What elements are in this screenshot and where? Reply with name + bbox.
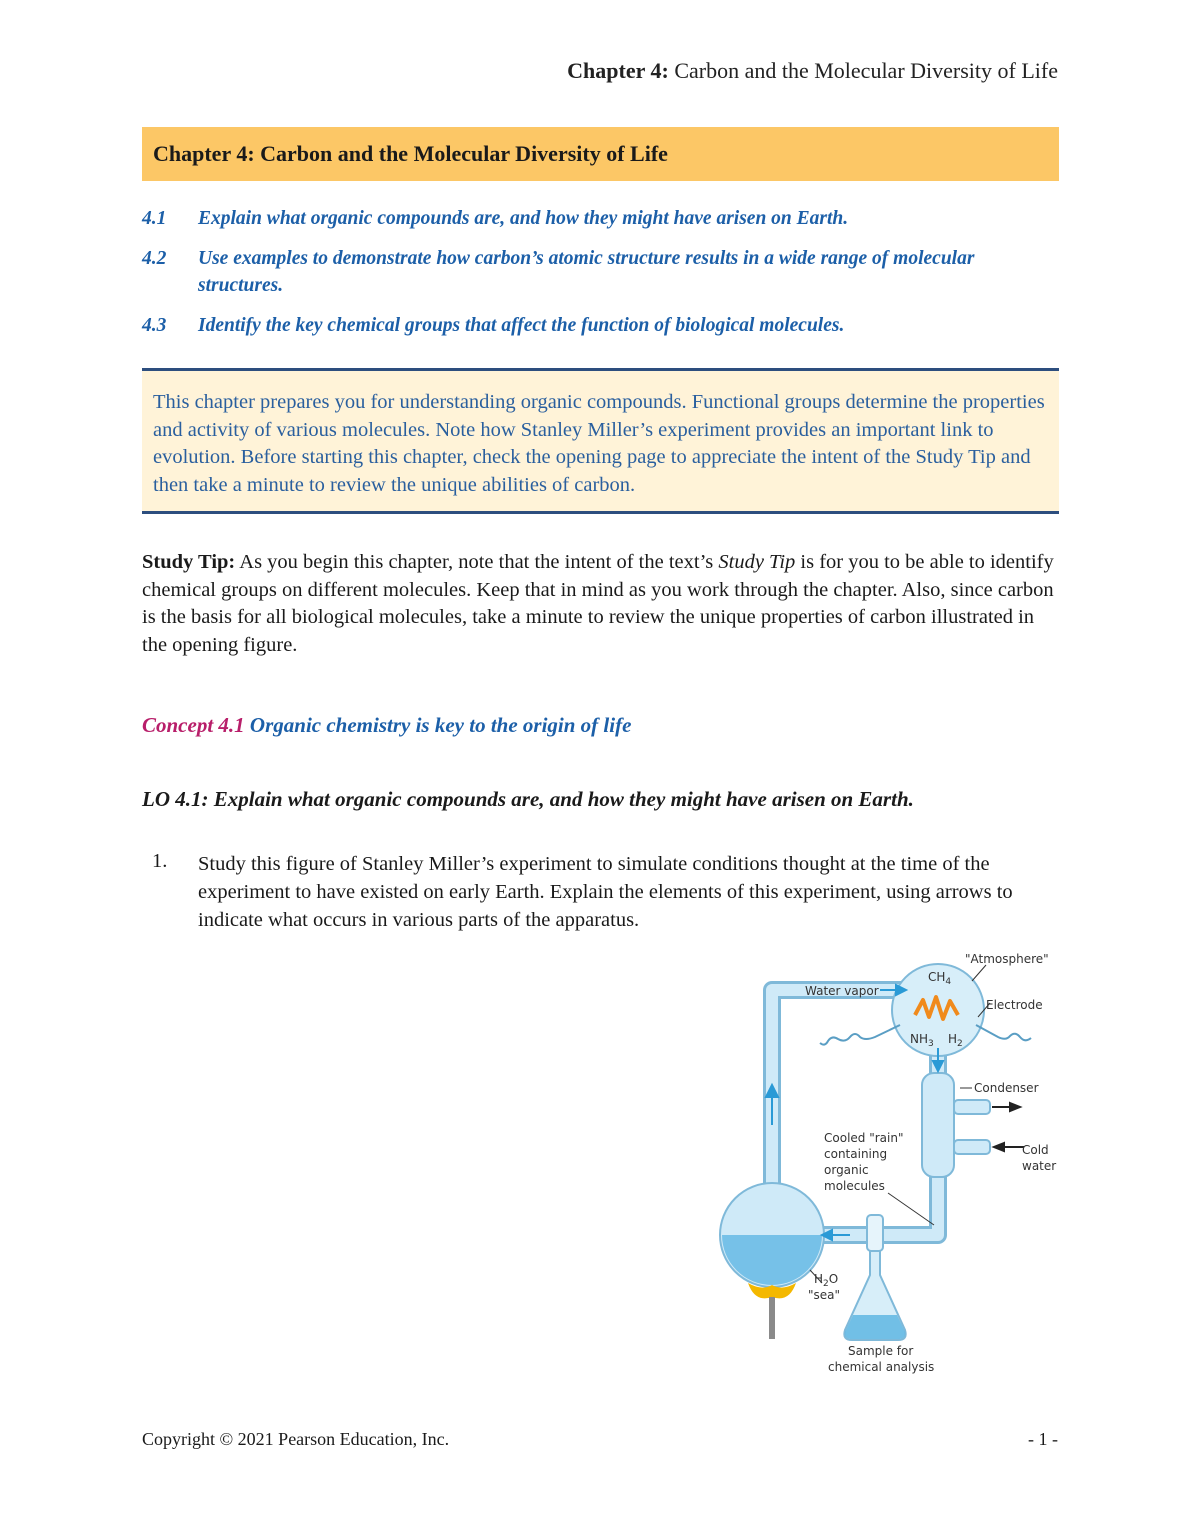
footer-page-number: - 1 -: [1028, 1429, 1058, 1449]
condenser: [922, 1073, 954, 1177]
label-rain-4: molecules: [824, 1179, 885, 1193]
label-cold-water-2: water: [1022, 1159, 1057, 1173]
label-h2o: $H_2O$: [814, 1272, 839, 1289]
concept-label: Concept 4.1: [142, 713, 245, 737]
objective-number: 4.1: [142, 208, 167, 229]
chapter-title: Chapter 4: Carbon and the Molecular Diversity of Life: [153, 141, 668, 166]
learning-objective: [142, 205, 1062, 232]
running-header-chapter: Chapter 4:: [567, 58, 669, 83]
objective-number: 4.3: [142, 315, 167, 336]
label-rain-2: containing: [824, 1147, 888, 1161]
footer-copyright: Copyright © 2021 Pearson Education, Inc.: [142, 1429, 450, 1449]
label-electrode: Electrode: [986, 998, 1043, 1012]
question-text: Study this figure of Stanley Miller’s experiment to simulate conditions thought at the time of the experiment to have existed on early Earth. Explain the elements of this experiment, using arrows to indicate what occurs in various parts of the apparatus.: [198, 853, 1013, 931]
objective-text: Identify the key chemical groups that affect the function of biological molecules.: [198, 315, 845, 336]
study-tip-text-after: is for you to be able to identify chemical groups on different molecules. Keep that in mind as you work through the chapter. Also, since carbon is the basis for all biological molecules, take a minute to review the unique properties of carbon illustrated in the opening figure.: [142, 551, 1054, 657]
electrode-left: [820, 1025, 900, 1045]
chapter-title-bar: [142, 127, 1059, 181]
objective-text: Use examples to demonstrate how carbon’s atomic structure results in a wide range of molecular structures.: [198, 248, 975, 296]
concept-text: Organic chemistry is key to the origin of life: [244, 713, 632, 737]
electrode-right: [976, 1025, 1031, 1040]
study-tip-text-before: As you begin this chapter, note that the intent of the text’s: [235, 551, 719, 573]
label-sea: "sea": [808, 1288, 841, 1302]
flask-water: [722, 1235, 822, 1285]
objective-number: 4.2: [142, 248, 167, 269]
question-number: 1.: [152, 850, 168, 872]
stopcock: [867, 1215, 883, 1251]
label-atmosphere: "Atmosphere": [965, 952, 1049, 966]
study-tip-italic: Study Tip: [718, 551, 796, 573]
label-nh3: $NH_3$: [910, 1032, 934, 1049]
concept-heading: [142, 713, 631, 738]
label-cold-water-1: Cold: [1022, 1143, 1049, 1157]
chapter-intro-text: This chapter prepares you for understanding organic compounds. Functional groups determine the properties and activity of various molecules. Note how Stanley Miller’s experiment provides an important link to evolution. Before starting this chapter, check the opening page to appreciate the intent of the Study Tip and then take a minute to review the unique abilities of carbon.: [153, 391, 1045, 496]
learning-objective: [142, 312, 1062, 339]
miller-experiment-figure: [710, 945, 1070, 1385]
label-ch4: $CH_4$: [928, 970, 952, 987]
label-sample-2: chemical analysis: [828, 1360, 935, 1374]
burner-stand: [769, 1297, 775, 1339]
condenser-inlet: [954, 1140, 990, 1154]
label-rain-3: organic: [824, 1163, 869, 1177]
lo-heading: LO 4.1: Explain what organic compounds are, and how they might have arisen on Earth.: [142, 787, 914, 811]
objective-text: Explain what organic compounds are, and how they might have arisen on Earth.: [198, 208, 849, 229]
learning-objective: [142, 245, 1062, 299]
study-tip-paragraph: [142, 549, 1062, 660]
flame-icon: [748, 1283, 796, 1298]
label-sample-1: Sample for: [848, 1344, 914, 1358]
label-h2: $H_2$: [948, 1032, 963, 1049]
chapter-intro-box: [142, 368, 1059, 514]
label-condenser: Condenser: [974, 1081, 1039, 1095]
study-tip-label: Study Tip:: [142, 551, 236, 573]
label-water-vapor: Water vapor: [805, 984, 879, 998]
running-header-title: Carbon and the Molecular Diversity of Life: [674, 58, 1058, 83]
sample-liquid: [845, 1315, 905, 1339]
label-rain-1: Cooled "rain": [824, 1131, 904, 1145]
condenser-outlet: [954, 1100, 990, 1114]
running-header: [567, 58, 1058, 84]
